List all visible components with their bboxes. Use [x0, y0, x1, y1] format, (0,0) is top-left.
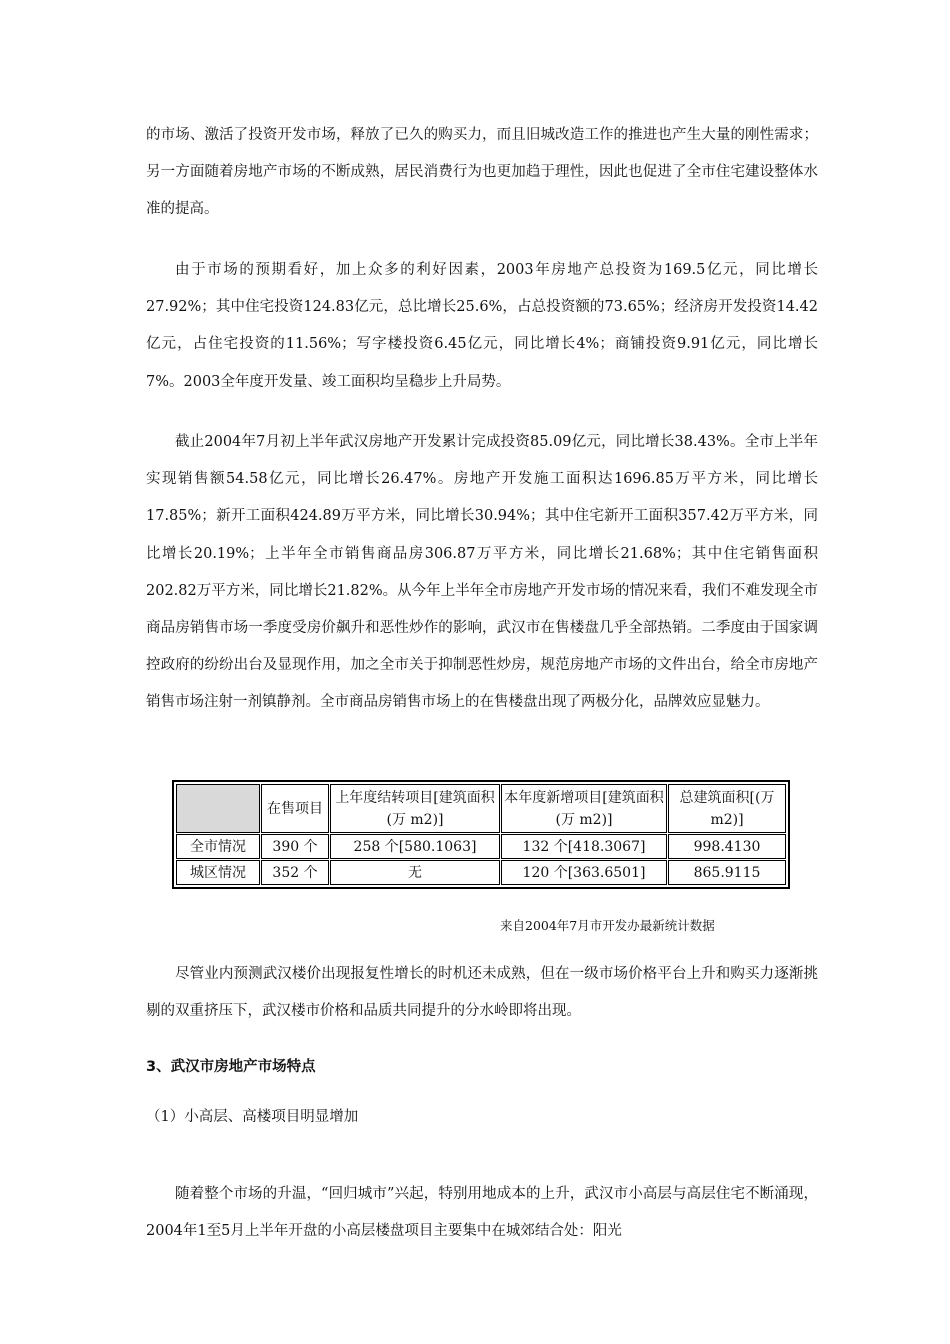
- table-cell: 258 个[580.1063]: [330, 834, 500, 859]
- table-header-cell: 上年度结转项目[建筑面积(万 m2)]: [330, 784, 500, 833]
- subsection-heading: （1）小高层、高楼项目明显增加: [146, 1109, 359, 1125]
- table-row: [176, 834, 786, 859]
- table-header-cell: 在售项目: [261, 784, 329, 833]
- table-cell: 352 个: [261, 860, 329, 885]
- table-cell: 120 个[363.6501]: [501, 860, 667, 885]
- sales-statistics-table: [172, 780, 790, 889]
- table-cell: 998.4130: [668, 834, 786, 859]
- table-header-cell: [176, 784, 260, 833]
- paragraph: 随着整个市场的升温，“回归城市”兴起，特别用地成本的上升，武汉市小高层与高层住宅不断涌现，2004年1至5月上半年开盘的小高层楼盘项目主要集中在城郊结合处：阳光: [146, 1186, 818, 1240]
- table-cell: 390 个: [261, 834, 329, 859]
- paragraph: 由于市场的预期看好，加上众多的利好因素，2003年房地产总投资为169.5亿元，同比增长27.92%；其中住宅投资124.83亿元，总比增长25.6%，占总投资额的73.65%；经济房开发投资14.42亿元，占住宅投资的11.56%；写字楼投资6.45亿元，同比增长4%；商铺投资9.91亿元，同比增长7%。2003全年度开发量、竣工面积均呈稳步上升局势。: [146, 262, 818, 390]
- section-heading: 3、武汉市房地产市场特点: [146, 1059, 316, 1075]
- table-row: [176, 860, 786, 885]
- table-cell: 无: [330, 860, 500, 885]
- source-note: 来自2004年7月市开发办最新统计数据: [500, 918, 715, 933]
- table-cell: 全市情况: [176, 834, 260, 859]
- paragraph: 的市场、激活了投资开发市场，释放了已久的购买力，而且旧城改造工作的推进也产生大量的刚性需求；另一方面随着房地产市场的不断成熟，居民消费行为也更加趋于理性，因此也促进了全市住宅建设整体水准的提高。: [146, 127, 818, 218]
- table-header-cell: 本年度新增项目[建筑面积(万 m2)]: [501, 784, 667, 833]
- paragraph: 尽管业内预测武汉楼价出现报复性增长的时机还未成熟，但在一级市场价格平台上升和购买力逐渐挑剔的双重挤压下，武汉楼市价格和品质共同提升的分水岭即将出现。: [146, 966, 818, 1020]
- table-cell: 城区情况: [176, 860, 260, 885]
- table-cell: 132 个[418.3067]: [501, 834, 667, 859]
- paragraph: 截止2004年7月初上半年武汉房地产开发累计完成投资85.09亿元，同比增长38.43%。全市上半年实现销售额54.58亿元，同比增长26.47%。房地产开发施工面积达1696.85万平方米，同比增长17.85%；新开工面积424.89万平方米，同比增长30.94%；其中住宅新开工面积357.42万平方米，同比增长20.19%；上半年全市销售商品房306.87万平方米，同比增长21.68%；其中住宅销售面积202.82万平方米，同比增长21.82%。从今年上半年全市房地产开发市场的情况来看，我们不难发现全市商品房销售市场一季度受房价飙升和恶性炒作的影响，武汉市在售楼盘几乎全部热销。二季度由于国家调控政府的纷纷出台及显现作用，加之全市关于抑制恶性炒房，规范房地产市场的文件出台，给全市房地产销售市场注射一剂镇静剂。全市商品房销售市场上的在售楼盘出现了两极分化，品牌效应显魅力。: [146, 434, 818, 711]
- table-header-row: [176, 784, 786, 833]
- table-header-cell: 总建筑面积[(万 m2)]: [668, 784, 786, 833]
- table-cell: 865.9115: [668, 860, 786, 885]
